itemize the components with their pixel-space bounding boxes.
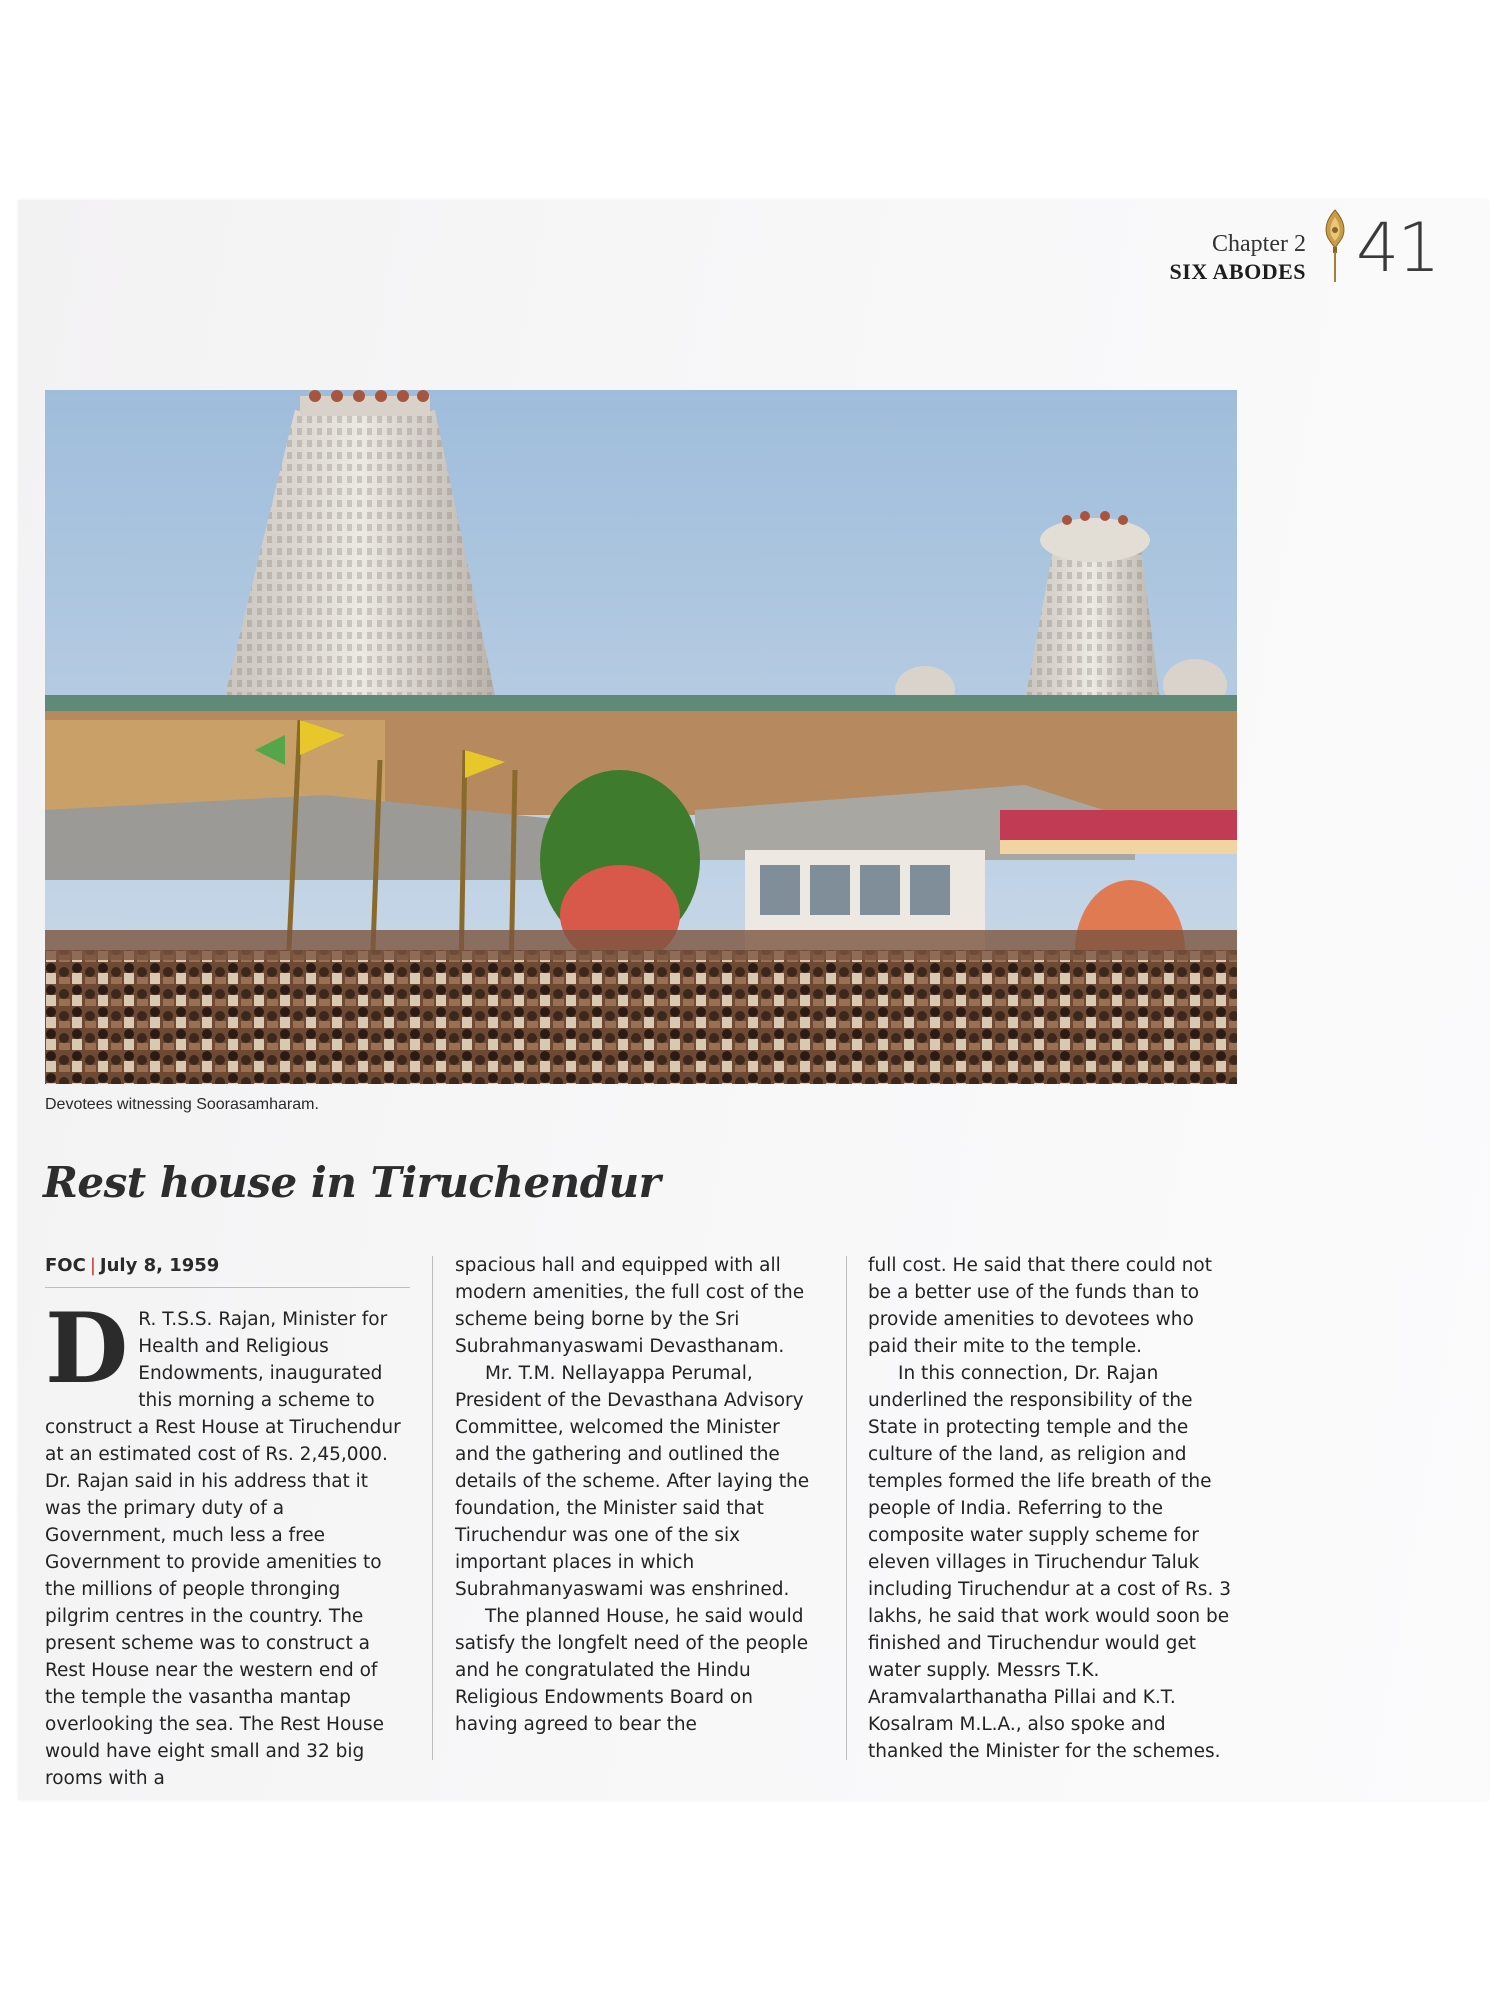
article-paragraph: The planned House, he said would satisfy the longfelt need of the people and he congratulated the Hindu Religious Endowments Board on having agreed to bear the [455,1606,809,1735]
column-divider [432,1256,433,1760]
chapter-label: Chapter 2 [1212,231,1306,257]
lead-text: R. T.S.S. Rajan, Minister for Health and Religious Endowments, inaugurated this morning a scheme to construct a Rest House at Tiruchendur at an estimated cost of Rs. 2,45,000. Dr. Rajan said in his address that it was the primary duty of a Government, much less a free Government to provide amenities to the millions of people thronging pilgrim centres in the country. The present scheme was to construct a Rest House near the western end of the temple the vasantha mantap overlooking the sea. The Rest House would have eight small and 32 big rooms with a [45,1309,401,1789]
publication-date: July 8, 1959 [99,1255,220,1276]
column-divider [846,1256,847,1760]
chapter-heading [1170,230,1306,286]
article-column-3 [868,1252,1238,1765]
source-separator: | [89,1255,96,1276]
article-paragraph: Mr. T.M. Nellayappa Perumal, President of the Devasthana Advisory Committee, welcomed the Minister and the gathering and outlined the details of the scheme. After laying the foundation, the Minister said that Tiruchendur was one of the six important places in which Subrahmanyaswami was enshrined. [455,1363,810,1600]
article-column-2 [455,1252,817,1738]
source-name: FOC [45,1255,86,1276]
article-paragraph: spacious hall and equipped with all modern amenities, the full cost of the scheme being borne by the Sri Subrahmanyaswami Devasthanam. [455,1255,805,1357]
vel-spear-icon [1320,208,1350,284]
article-column-1 [45,1252,410,1792]
article-paragraph: full cost. He said that there could not be a better use of the funds than to provide amenities to devotees who paid their mite to the temple. [868,1255,1213,1357]
drop-cap: D [45,1292,129,1405]
photo-caption: Devotees witnessing Soorasamharam. [45,1096,319,1113]
chapter-name: SIX ABODES [1169,259,1306,284]
article-title: Rest house in Tiruchendur [43,1158,661,1207]
source-line [45,1252,410,1288]
article-paragraph: In this connection, Dr. Rajan underlined the responsibility of the State in protecting temple and the culture of the land, as religion and temples formed the life breath of the people of India. Referring to the composite water supply scheme for eleven villages in Tiruchendur Taluk including Tiruchendur at a cost of Rs. 3 lakhs, he said that work would soon be finished and Tiruchendur would get water supply. Messrs T.K. Aramvalarthanatha Pillai and K.T. Kosalram M.L.A., also spoke and thanked the Minister for the schemes. [868,1363,1231,1762]
article-lead-paragraph [45,1292,410,1792]
page-number: 41 [1356,209,1439,288]
temple-photo [45,390,1237,1084]
